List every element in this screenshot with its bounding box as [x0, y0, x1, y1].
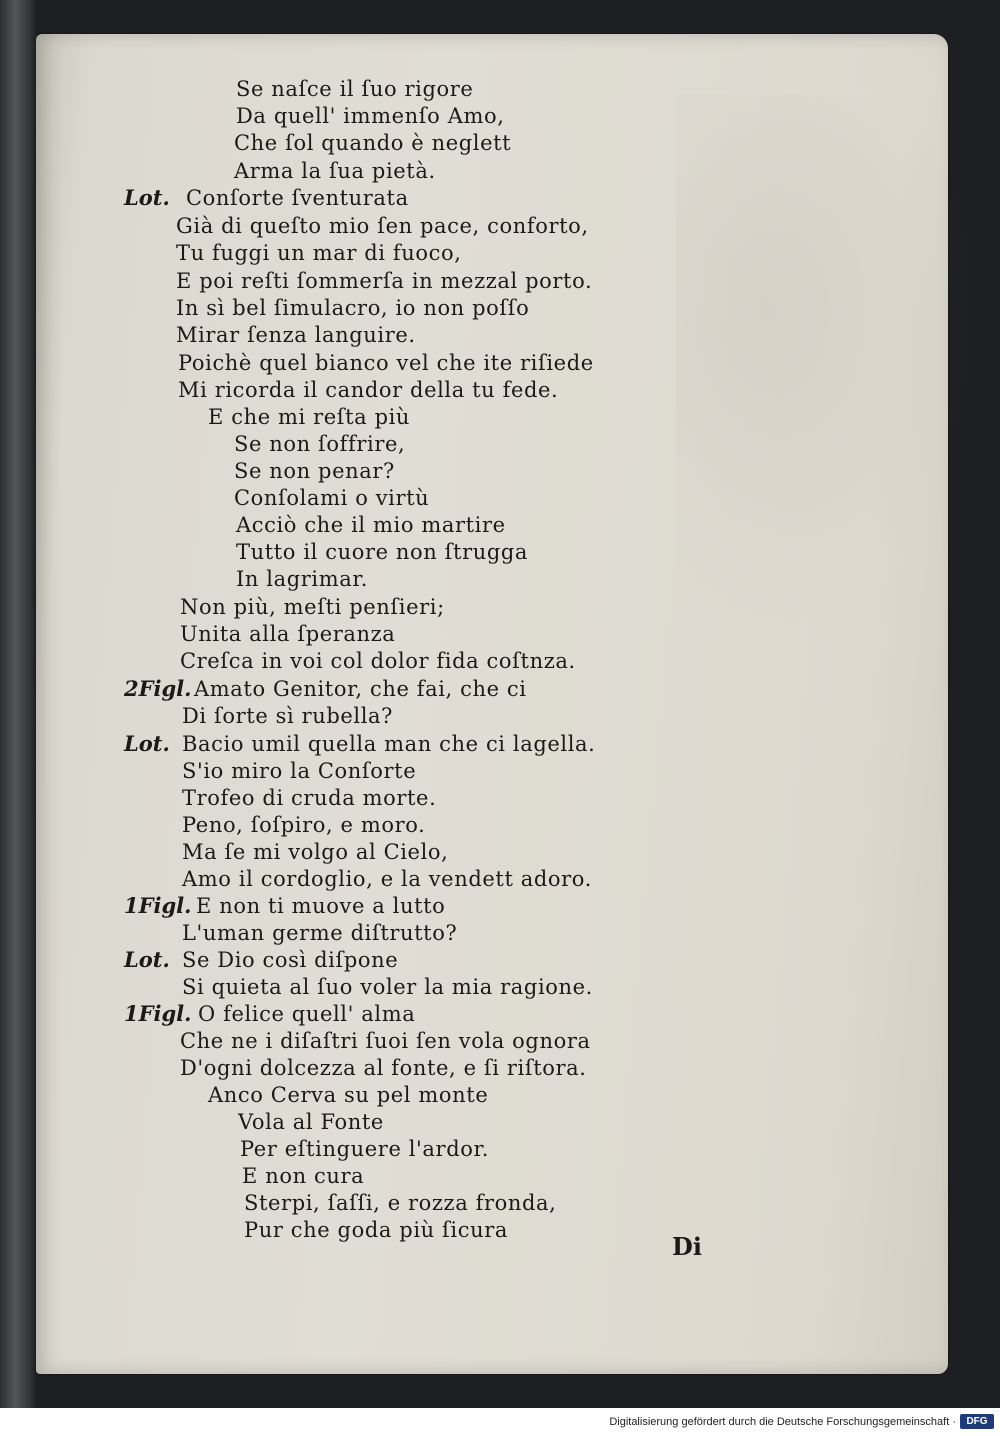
speaker-label: 2Figl. — [124, 676, 192, 701]
book-binding — [0, 0, 38, 1408]
verse-line: Bacio umil quella man che ci lagella. — [182, 732, 596, 756]
footer-bar — [0, 1408, 1000, 1436]
speaker-label: Lot. — [124, 731, 170, 756]
verse-line: Già di queſto mio ſen pace, conforto, — [176, 214, 589, 238]
verse-line: Sterpi, ſaſſi, e rozza fronda, — [244, 1191, 557, 1215]
funding-note: Digitalisierung gefördert durch die Deutsche Forschungsgemeinschaft · — [609, 1416, 956, 1428]
verse-line: Unita alla ſperanza — [180, 622, 396, 646]
verse-line: Poichè quel bianco vel che ite riſiede — [178, 351, 594, 375]
verse-line: Non più, meſti penſieri; — [180, 595, 445, 619]
catchword: Di — [672, 1232, 702, 1261]
verse-line: In lagrimar. — [236, 567, 368, 591]
verse-line: O felice quell' alma — [198, 1002, 416, 1026]
verse-line: S'io miro la Conſorte — [182, 759, 417, 783]
verse-line: Se non penar? — [234, 459, 395, 483]
dfg-logo-icon: DFG — [960, 1414, 994, 1429]
verse-line: Acciò che il mio martire — [236, 513, 506, 537]
verse-line: Conſolami o virtù — [234, 486, 430, 510]
verse-line: Se non ſoffrire, — [234, 432, 406, 456]
verse-line: Si quieta al ſuo voler la mia ragione. — [182, 975, 593, 999]
verse-line: Pur che goda più ſicura — [244, 1218, 508, 1242]
verse-line: In sì bel ſimulacro, io non poſſo — [176, 296, 530, 320]
verse-line: Da quell' immenſo Amo, — [236, 104, 505, 128]
verse-line: Vola al Fonte — [238, 1110, 384, 1134]
verse-line: Che ne i diſaſtri ſuoi ſen vola ognora — [180, 1029, 591, 1053]
verse-line: Che ſol quando è neglett — [234, 131, 512, 155]
verse-line: E non cura — [242, 1164, 365, 1188]
verse-line: Tutto il cuore non ſtrugga — [236, 540, 529, 564]
verse-line: Se Dio così diſpone — [182, 948, 399, 972]
verse-line: Amato Genitor, che fai, che ci — [194, 677, 527, 701]
verse-line: Di ſorte sì rubella? — [182, 704, 394, 728]
verse-line: Ma ſe mi volgo al Cielo, — [182, 840, 449, 864]
verse-line: D'ogni dolcezza al fonte, e ſi riſtora. — [180, 1056, 587, 1080]
verse-line: Peno, ſoſpiro, e moro. — [182, 813, 426, 837]
verse-line: L'uman germe diſtrutto? — [182, 921, 458, 945]
verse-line: Anco Cerva su pel monte — [208, 1083, 489, 1107]
verse-line: E che mi reſta più — [208, 405, 411, 429]
verse-line: Amo il cordoglio, e la vendett adoro. — [182, 867, 592, 891]
verse-line: Trofeo di cruda morte. — [182, 786, 437, 810]
speaker-label: 1Figl. — [124, 893, 192, 918]
verse-line: Creſca in voi col dolor fida coſtnza. — [180, 649, 576, 673]
verse-line: Conſorte ſventurata — [186, 186, 409, 210]
speaker-label: Lot. — [124, 947, 170, 972]
verse-line: Mirar ſenza languire. — [176, 323, 416, 347]
verse-line: Per eſtinguere l'ardor. — [240, 1137, 490, 1161]
verse-line: Tu fuggi un mar di fuoco, — [176, 241, 462, 265]
verse-line: Mi ricorda il candor della tu fede. — [178, 378, 559, 402]
verse-line: Arma la ſua pietà. — [234, 159, 436, 183]
show-through-stain — [676, 94, 976, 634]
verse-line: E poi reſti ſommerſa in mezzal porto. — [176, 269, 593, 293]
speaker-label: Lot. — [124, 185, 170, 210]
verse-line: Se naſce il ſuo rigore — [236, 77, 474, 101]
verse-line: E non ti muove a lutto — [196, 894, 446, 918]
speaker-label: 1Figl. — [124, 1001, 192, 1026]
